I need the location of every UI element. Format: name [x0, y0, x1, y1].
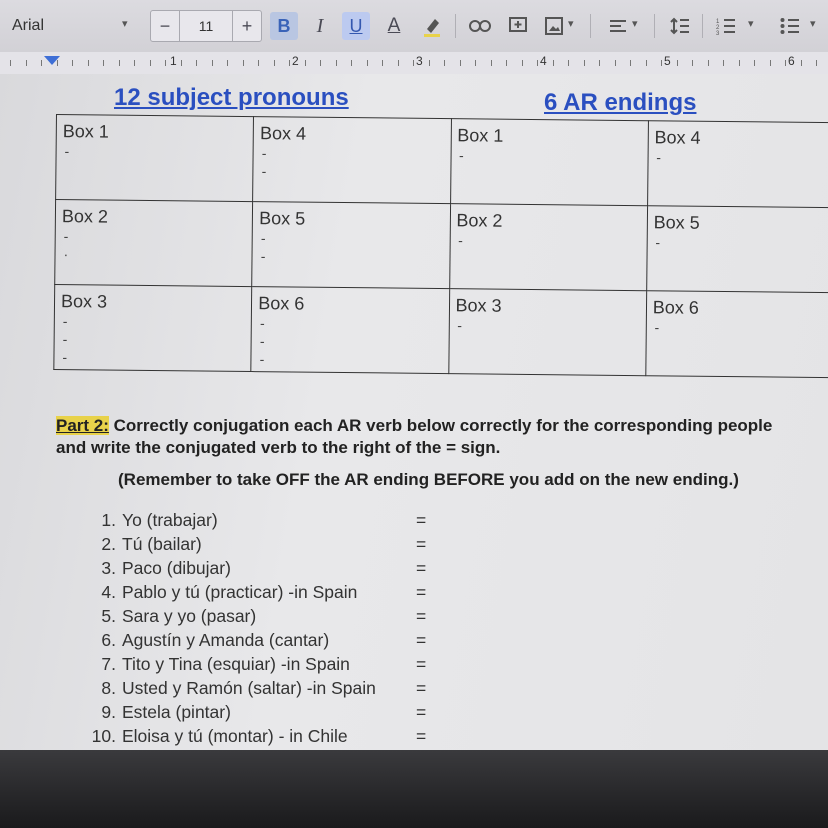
ruler-tick [41, 60, 42, 66]
table-cell[interactable] [647, 121, 828, 208]
align-icon[interactable] [604, 12, 632, 40]
equals-sign[interactable]: = [416, 582, 427, 602]
line-spacing-icon[interactable] [666, 12, 694, 40]
table-cell[interactable] [56, 115, 254, 202]
image-dropdown-icon[interactable]: ▾ [568, 18, 574, 30]
cell-line: - [656, 149, 662, 166]
part2-line1: Correctly conjugation each AR verb below correctly for the corresponding people [108, 416, 773, 435]
list-item [86, 726, 466, 750]
ruler-tick [801, 60, 802, 66]
ruler-tick [677, 60, 678, 66]
formatting-toolbar [0, 0, 828, 53]
table-cell[interactable] [253, 117, 451, 204]
underline-button[interactable]: U [342, 12, 370, 40]
ruler-tick [258, 60, 259, 66]
ruler-tick [10, 60, 11, 66]
screen-bezel [0, 750, 828, 828]
cell-line: - [655, 234, 661, 251]
part2-line2: and write the conjugated verb to the right of the = sign. [56, 438, 501, 457]
equals-sign[interactable]: = [416, 726, 427, 746]
font-dropdown-icon[interactable]: ▾ [122, 18, 128, 30]
ruler-tick [305, 60, 306, 66]
svg-text:1: 1 [716, 19, 720, 25]
item-text: Estela (pintar) [122, 702, 231, 722]
cell-line: - [260, 248, 266, 265]
numbered-list-dropdown-icon[interactable]: ▾ [748, 18, 754, 30]
verb-list [86, 510, 466, 750]
cell-title: Box 3 [60, 291, 108, 312]
list-item [86, 654, 466, 678]
ruler-tick [708, 60, 709, 66]
ruler-tick [646, 60, 647, 66]
heading-subject-pronouns: 12 subject pronouns [114, 84, 349, 111]
numbered-list-icon[interactable] [712, 12, 740, 40]
list-item [86, 630, 466, 654]
ruler-tick [413, 60, 414, 66]
ruler-tick [506, 60, 507, 66]
ruler-tick [336, 60, 337, 66]
ruler-tick [599, 60, 600, 66]
table-cell[interactable] [646, 291, 828, 378]
ruler-tick [568, 60, 569, 66]
ruler-number: 5 [664, 54, 671, 68]
ruler-tick [382, 60, 383, 66]
item-number: 8. [101, 678, 116, 698]
ruler-tick [444, 60, 445, 66]
item-text: Tito y Tina (esquiar) -in Spain [122, 654, 350, 674]
equals-sign[interactable]: = [416, 678, 427, 698]
cell-line: - [261, 163, 267, 180]
ruler-tick [243, 60, 244, 66]
cell-title: Box 6 [258, 293, 305, 314]
item-number: 10. [91, 726, 116, 746]
item-text: Sara y yo (pasar) [122, 606, 257, 626]
ruler-tick [522, 60, 523, 66]
ruler-tick [212, 60, 213, 66]
ruler-tick [785, 60, 786, 66]
cell-line: - [654, 319, 660, 336]
ruler-tick [398, 60, 399, 66]
list-item [86, 582, 466, 606]
cell-title: Box 3 [455, 295, 502, 316]
list-item [86, 678, 466, 702]
ruler-tick [119, 60, 120, 66]
font-size-control [150, 10, 262, 42]
item-text: Agustín y Amanda (cantar) [122, 630, 330, 650]
list-item [86, 534, 466, 558]
equals-sign[interactable]: = [416, 510, 427, 530]
cell-title: Box 2 [61, 206, 109, 227]
equals-sign[interactable]: = [416, 534, 427, 554]
align-dropdown-icon[interactable]: ▾ [632, 18, 638, 30]
ruler-tick [770, 60, 771, 66]
insert-comment-icon[interactable] [504, 12, 532, 40]
item-number: 4. [101, 582, 116, 602]
cell-line: - [458, 232, 463, 249]
ruler-number: 6 [788, 54, 795, 68]
item-text: Yo (trabajar) [122, 510, 218, 530]
cell-line: - [259, 315, 265, 332]
table-cell[interactable] [450, 119, 648, 206]
bold-button[interactable]: B [270, 12, 298, 40]
reminder-note: (Remember to take OFF the AR ending BEFORE you add on the new ending.) [118, 470, 739, 489]
cell-line: · [63, 246, 69, 263]
list-item [86, 702, 466, 726]
ruler-tick [150, 60, 151, 66]
item-number: 5. [101, 606, 116, 626]
cell-line: - [62, 349, 68, 366]
ruler-tick [491, 60, 492, 66]
item-number: 6. [101, 630, 116, 650]
list-item [86, 606, 466, 630]
ruler-tick [553, 60, 554, 66]
cell-line: - [261, 145, 267, 162]
ruler-tick [615, 60, 616, 66]
bulleted-list-icon[interactable] [776, 12, 804, 40]
table-cell[interactable] [449, 204, 647, 291]
ruler-tick [227, 60, 228, 66]
table-cell[interactable] [252, 202, 450, 289]
ruler-number: 3 [416, 54, 423, 68]
highlight-color-icon[interactable] [418, 12, 446, 40]
text-color-button[interactable]: A [387, 15, 401, 36]
ruler-tick [723, 60, 724, 66]
svg-text:3: 3 [716, 31, 720, 35]
cell-title: Box 1 [457, 125, 504, 146]
ruler-tick [274, 60, 275, 66]
ruler-tick [739, 60, 740, 66]
ruler-tick [367, 60, 368, 66]
item-text: Pablo y tú (practicar) -in Spain [122, 582, 358, 602]
ruler-tick [320, 60, 321, 66]
decrease-font-size-button[interactable]: − [159, 15, 171, 36]
font-selector[interactable] [12, 14, 122, 38]
boxes-table [53, 114, 828, 378]
equals-sign[interactable]: = [416, 558, 427, 578]
ruler-tick [351, 60, 352, 66]
ruler-tick [816, 60, 817, 66]
increase-font-size-button[interactable]: + [241, 15, 253, 36]
cell-line: - [459, 147, 464, 164]
table-cell[interactable] [646, 206, 828, 293]
cell-line: - [62, 331, 68, 348]
svg-text:2: 2 [716, 25, 720, 31]
ruler-tick [289, 60, 290, 66]
item-number: 1. [101, 510, 116, 530]
heading-ar-endings: 6 AR endings [544, 89, 697, 116]
table-cell[interactable] [251, 287, 449, 374]
bulleted-list-dropdown-icon[interactable]: ▾ [810, 18, 816, 30]
ruler-tick [661, 60, 662, 66]
ruler-tick [460, 60, 461, 66]
cell-line: - [259, 333, 265, 350]
item-number: 7. [101, 654, 116, 674]
cell-line: - [64, 143, 70, 160]
item-number: 2. [101, 534, 116, 554]
ruler-number: 1 [170, 54, 177, 68]
ruler-number: 4 [540, 54, 547, 68]
ruler-tick [26, 60, 27, 66]
ruler-tick [181, 60, 182, 66]
ruler-tick [103, 60, 104, 66]
cell-title: Box 1 [62, 121, 109, 142]
part2-instructions [56, 415, 828, 459]
cell-line: - [63, 228, 69, 245]
table-cell[interactable] [55, 200, 253, 287]
insert-image-icon[interactable] [540, 12, 568, 40]
list-item [86, 510, 466, 534]
item-number: 9. [101, 702, 116, 722]
ruler-tick [692, 60, 693, 66]
ruler-tick [754, 60, 755, 66]
cell-line: - [260, 230, 266, 247]
table-row [55, 200, 828, 293]
table-row [56, 115, 828, 208]
ruler-tick [134, 60, 135, 66]
table-row [54, 284, 828, 377]
ruler-tick [165, 60, 166, 66]
italic-button[interactable]: I [316, 14, 324, 37]
item-text: Eloisa y tú (montar) - in Chile [122, 726, 348, 746]
ruler[interactable] [0, 52, 828, 75]
cell-title: Box 5 [653, 212, 700, 233]
equals-sign[interactable]: = [416, 630, 427, 650]
item-number: 3. [101, 558, 116, 578]
equals-sign[interactable]: = [416, 702, 427, 722]
cell-title: Box 2 [456, 210, 503, 231]
equals-sign[interactable]: = [416, 606, 427, 626]
cell-line: - [457, 317, 463, 334]
ruler-tick [584, 60, 585, 66]
cell-line: - [62, 313, 68, 330]
cell-title: Box 4 [259, 123, 307, 144]
item-text: Tú (bailar) [122, 534, 202, 554]
ruler-tick [196, 60, 197, 66]
cell-title: Box 5 [259, 208, 306, 229]
indent-marker-icon[interactable] [44, 56, 60, 65]
table-cell[interactable] [448, 289, 646, 376]
table-cell[interactable] [54, 284, 252, 371]
ruler-tick [475, 60, 476, 66]
ruler-number: 2 [292, 54, 299, 68]
part2-label: Part 2: [56, 416, 109, 435]
cell-title: Box 4 [654, 127, 701, 148]
item-text: Usted y Ramón (saltar) -in Spain [122, 678, 376, 698]
ruler-tick [630, 60, 631, 66]
list-item [86, 558, 466, 582]
cell-title: Box 6 [652, 297, 699, 318]
equals-sign[interactable]: = [416, 654, 427, 674]
ruler-tick [537, 60, 538, 66]
item-text: Paco (dibujar) [122, 558, 231, 578]
ruler-tick [72, 60, 73, 66]
font-name: Arial [12, 17, 45, 34]
ruler-tick [88, 60, 89, 66]
link-icon[interactable] [466, 12, 494, 40]
ruler-tick [429, 60, 430, 66]
font-size-value[interactable]: 11 [179, 11, 233, 41]
cell-line: - [259, 351, 265, 368]
